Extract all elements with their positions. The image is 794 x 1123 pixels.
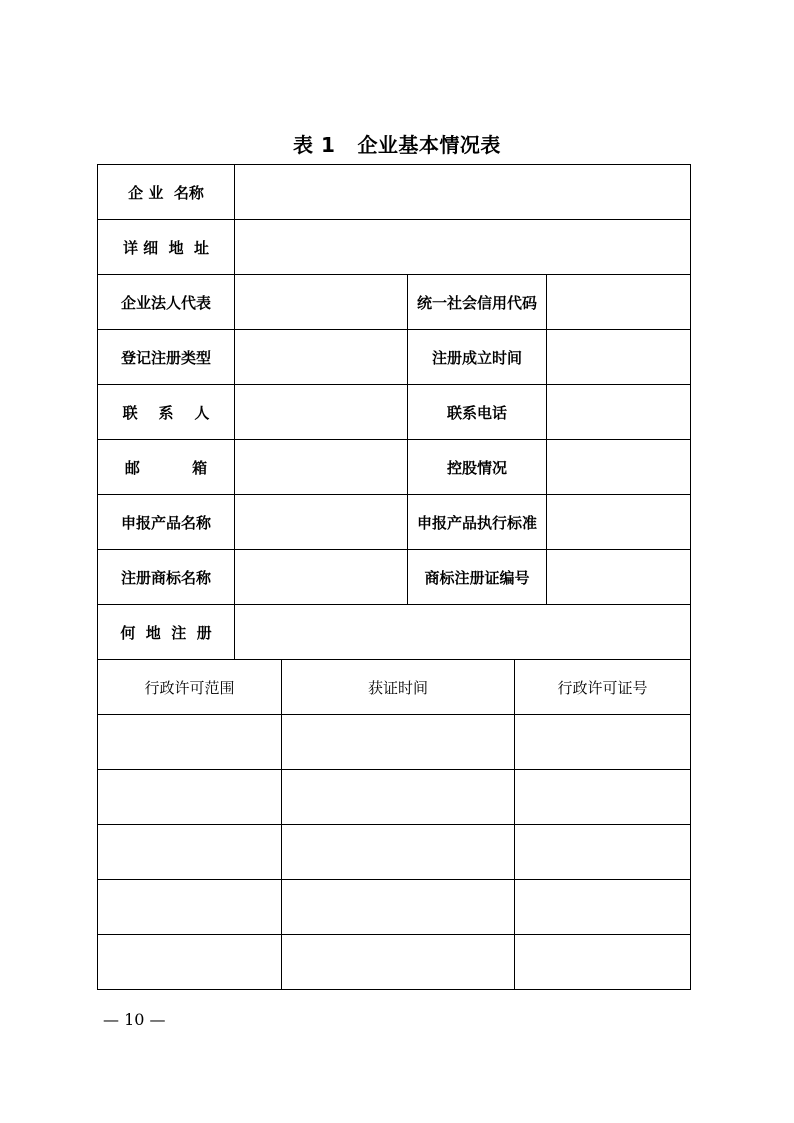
label-reg-type: 登记注册类型 [98, 330, 235, 385]
company-info-table [97, 164, 691, 660]
license-number-cell[interactable] [515, 770, 691, 825]
document-title [0, 129, 794, 158]
label-trademark-name: 注册商标名称 [98, 550, 235, 605]
cert-date-cell[interactable] [282, 935, 515, 990]
cert-date-cell[interactable] [282, 770, 515, 825]
label-reg-date: 注册成立时间 [408, 330, 547, 385]
trademark-name-field[interactable] [235, 550, 408, 605]
reg-place-field[interactable] [235, 605, 691, 660]
license-number-cell[interactable] [515, 825, 691, 880]
page-number: — 10 — [103, 1010, 166, 1029]
license-number-cell[interactable] [515, 880, 691, 935]
holding-field[interactable] [547, 440, 691, 495]
reg-type-field[interactable] [235, 330, 408, 385]
cert-date-cell[interactable] [282, 880, 515, 935]
label-postcode: 邮 箱 [98, 440, 235, 495]
table-row [98, 605, 691, 660]
label-credit-code: 统一社会信用代码 [408, 275, 547, 330]
license-table [97, 659, 691, 990]
table-row [98, 825, 691, 880]
license-scope-cell[interactable] [98, 825, 282, 880]
license-scope-cell[interactable] [98, 715, 282, 770]
label-company-name: 企 业 名称 [98, 165, 235, 220]
trademark-cert-field[interactable] [547, 550, 691, 605]
title-prefix: 表 1 [293, 133, 336, 157]
table-row [98, 330, 691, 385]
table-row [98, 385, 691, 440]
title-main: 企业基本情况表 [357, 133, 501, 157]
label-product-name: 申报产品名称 [98, 495, 235, 550]
label-contact: 联 系 人 [98, 385, 235, 440]
table-row [98, 220, 691, 275]
license-scope-cell[interactable] [98, 770, 282, 825]
license-number-cell[interactable] [515, 935, 691, 990]
table-row [98, 880, 691, 935]
company-name-field[interactable] [235, 165, 691, 220]
cert-date-cell[interactable] [282, 825, 515, 880]
license-number-cell[interactable] [515, 715, 691, 770]
table-header-row [98, 660, 691, 715]
label-reg-place: 何 地 注 册 [98, 605, 235, 660]
label-holding: 控股情况 [408, 440, 547, 495]
table-row [98, 495, 691, 550]
label-product-standard: 申报产品执行标准 [408, 495, 547, 550]
table-row [98, 715, 691, 770]
header-license-scope: 行政许可范围 [98, 660, 282, 715]
table-row [98, 275, 691, 330]
phone-field[interactable] [547, 385, 691, 440]
label-legal-rep: 企业法人代表 [98, 275, 235, 330]
table-row [98, 165, 691, 220]
cert-date-cell[interactable] [282, 715, 515, 770]
label-address: 详 细 地 址 [98, 220, 235, 275]
license-scope-cell[interactable] [98, 880, 282, 935]
license-scope-cell[interactable] [98, 935, 282, 990]
contact-field[interactable] [235, 385, 408, 440]
table-row [98, 550, 691, 605]
product-standard-field[interactable] [547, 495, 691, 550]
reg-date-field[interactable] [547, 330, 691, 385]
table-row [98, 440, 691, 495]
label-trademark-cert: 商标注册证编号 [408, 550, 547, 605]
address-field[interactable] [235, 220, 691, 275]
product-name-field[interactable] [235, 495, 408, 550]
table-row [98, 935, 691, 990]
postcode-field[interactable] [235, 440, 408, 495]
header-cert-date: 获证时间 [282, 660, 515, 715]
label-phone: 联系电话 [408, 385, 547, 440]
header-license-number: 行政许可证号 [515, 660, 691, 715]
legal-rep-field[interactable] [235, 275, 408, 330]
credit-code-field[interactable] [547, 275, 691, 330]
table-row [98, 770, 691, 825]
